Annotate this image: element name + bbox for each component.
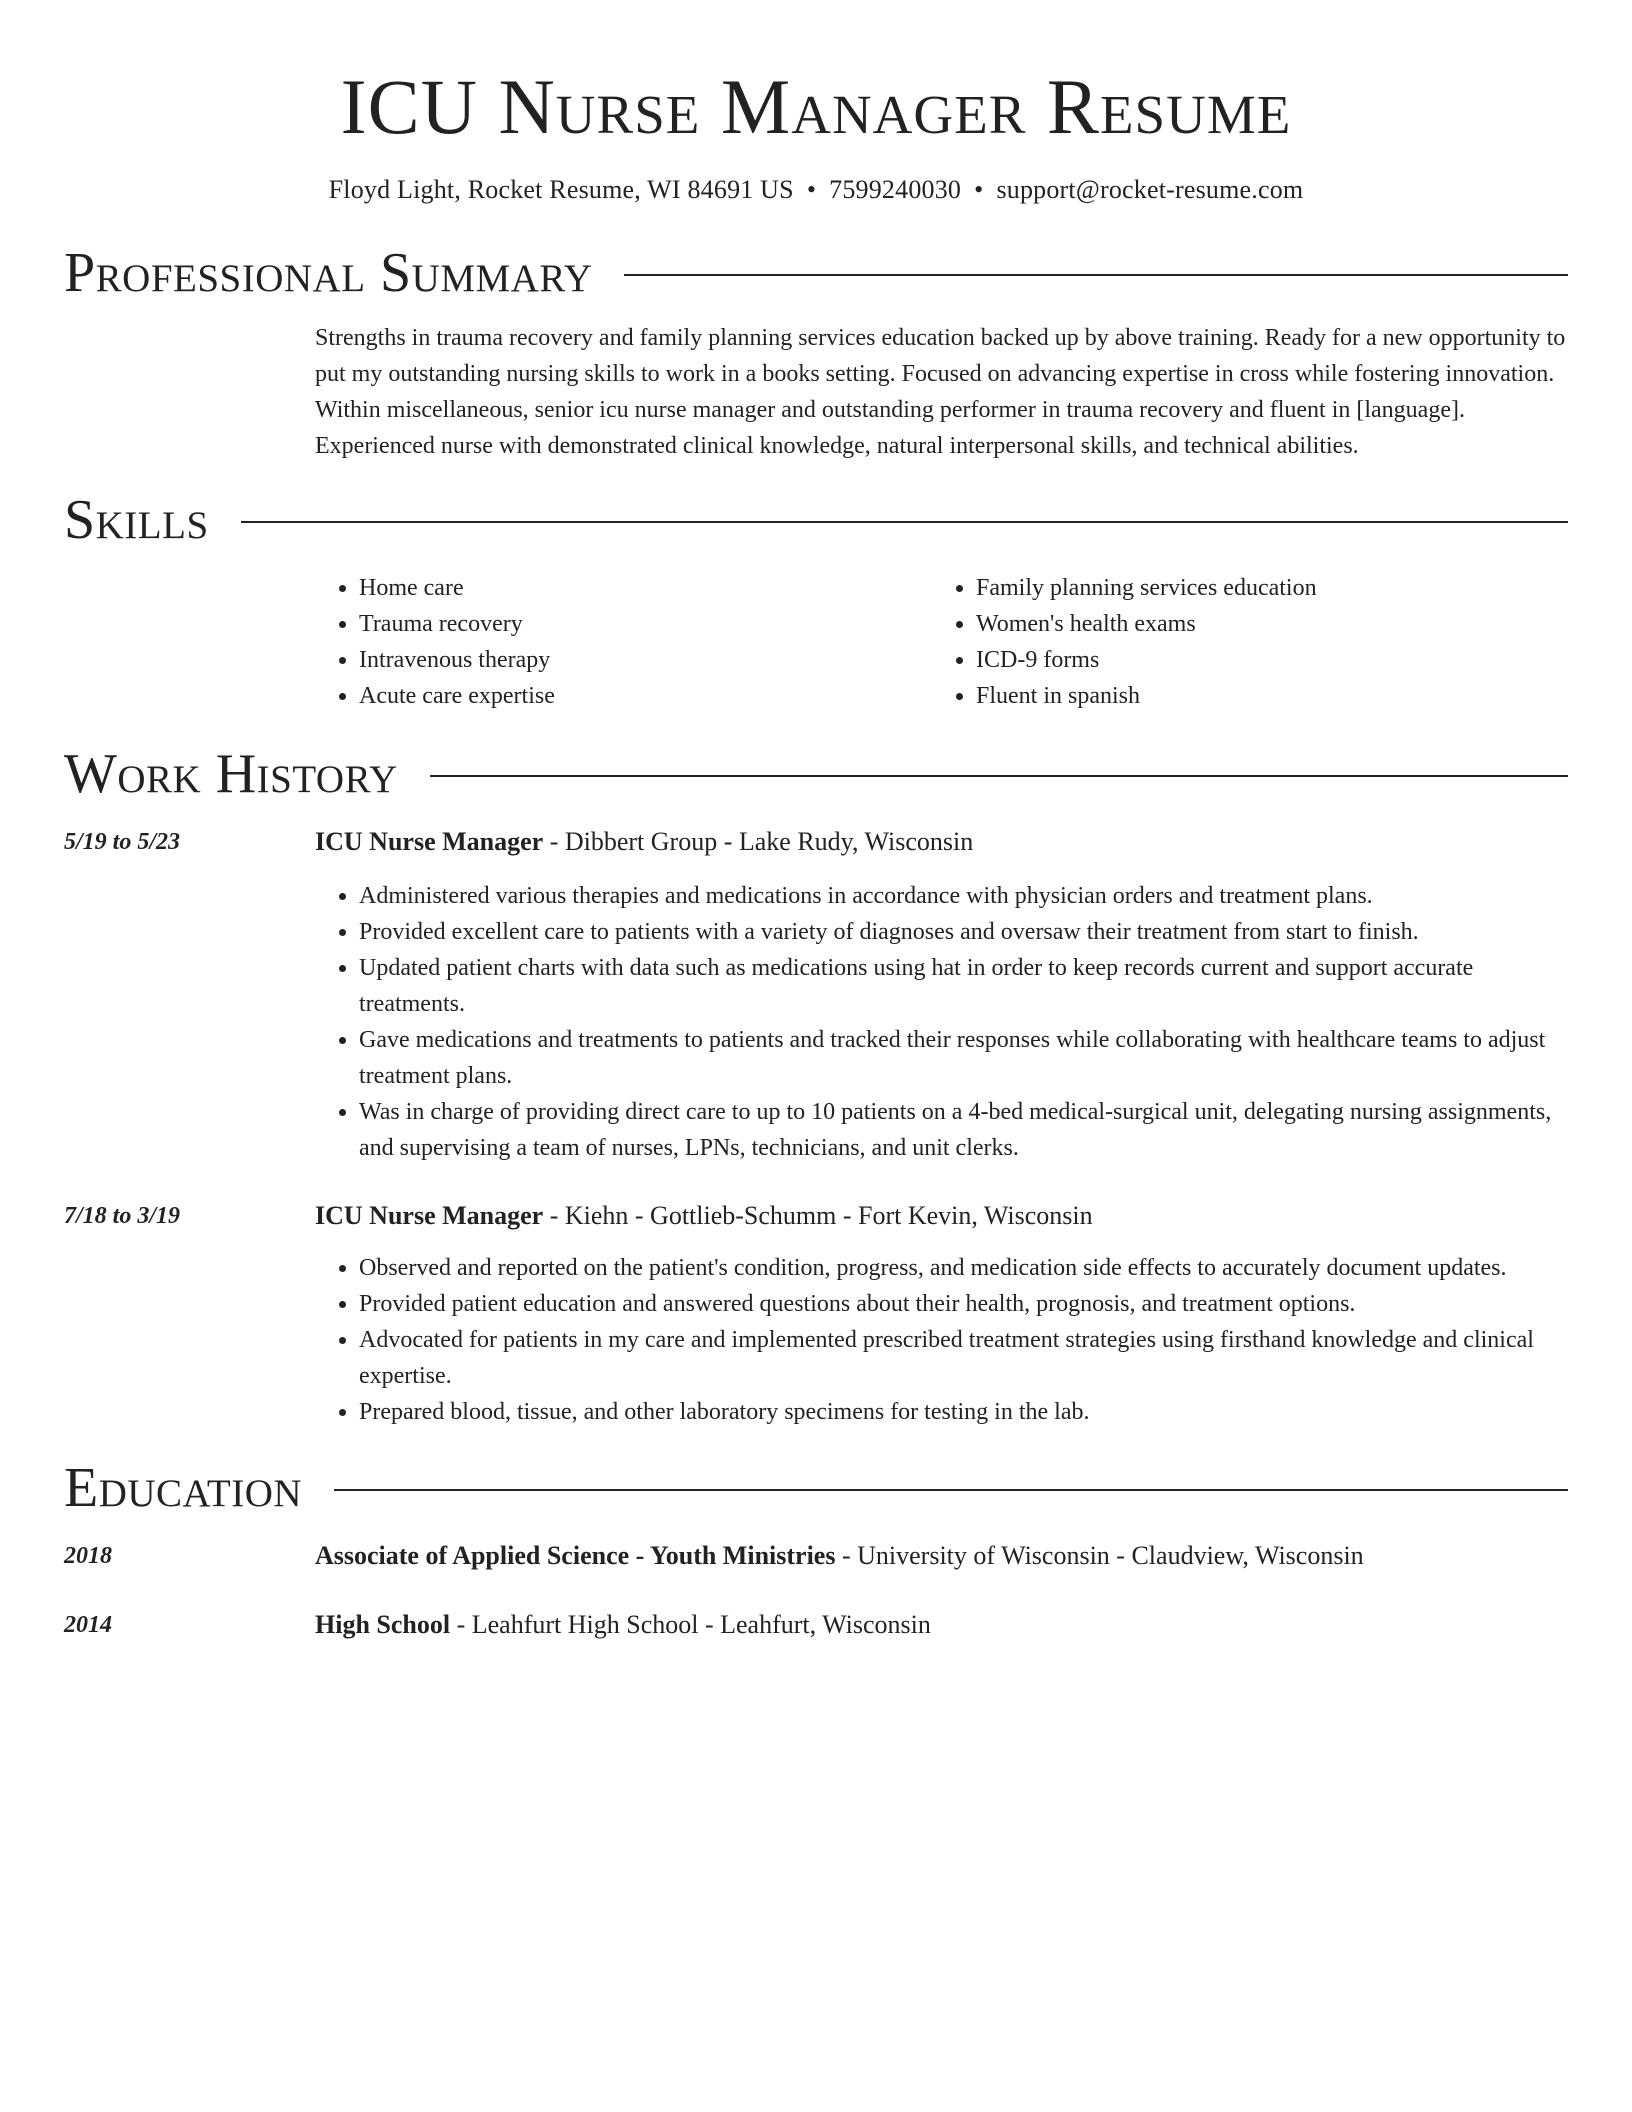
- job-employer: - Kiehn - Gottlieb-Schumm - Fort Kevin, Wisconsin: [543, 1201, 1093, 1230]
- skill-item: • Women's health exams: [976, 606, 1549, 642]
- skill-item: • Home care: [359, 570, 932, 606]
- job-title: ICU Nurse Manager: [315, 1201, 544, 1230]
- job-duty: • Gave medications and treatments to patients and tracked their responses while collaborating with healthcare teams to adjust treatment plans.: [359, 1022, 1568, 1094]
- resume-page: [64, 0, 1568, 1643]
- education-degree: High School: [315, 1610, 451, 1639]
- job-duty: • Was in charge of providing direct care to up to 10 patients on a 4-bed medical-surgical unit, delegating nursing assignments, and supervising a team of nurses, LPNs, technicians, and unit clerks.: [359, 1094, 1568, 1166]
- education-degree: Associate of Applied Science - Youth Ministries: [315, 1541, 836, 1570]
- resume-title: ICU Nurse Manager Resume: [340, 63, 1292, 150]
- contact-line: [64, 174, 1568, 206]
- education-section-header: [64, 1458, 1568, 1518]
- education-school: - Leahfurt High School - Leahfurt, Wisconsin: [450, 1610, 931, 1639]
- contact-phone: 7599240030: [829, 175, 962, 204]
- section-divider: [241, 521, 1568, 523]
- education-headline: [315, 1538, 1568, 1574]
- skills-column-left: [315, 570, 932, 714]
- skills-heading: Skills: [64, 489, 209, 551]
- summary-text: Strengths in trauma recovery and family planning services education backed up by above training. Ready for a new opportunity to put my outstanding nursing skills to work in a books setting. Focused on advancing expertise in cross while fostering innovation. Within miscellaneous, senior icu nurse manager and outstanding performer in trauma recovery and fluent in [language]. Experienced nurse with demonstrated clinical knowledge, natural interpersonal skills, and technical abilities.: [315, 325, 1566, 459]
- skill-item: • Intravenous therapy: [359, 642, 932, 678]
- skills-column-right: [932, 570, 1549, 714]
- section-divider: [430, 775, 1568, 777]
- job-employer: - Dibbert Group - Lake Rudy, Wisconsin: [543, 827, 974, 856]
- section-divider: [624, 274, 1568, 276]
- contact-address: Floyd Light, Rocket Resume, WI 84691 US: [328, 175, 794, 204]
- job-dates: 7/18 to 3/19: [64, 1203, 181, 1229]
- job-duties: [315, 878, 1568, 1166]
- job-duty: • Advocated for patients in my care and implemented prescribed treatment strategies using firsthand knowledge and clinical expertise.: [359, 1322, 1568, 1394]
- skills-section-header: [64, 490, 1568, 550]
- contact-separator: •: [974, 175, 984, 204]
- skill-item: • ICD-9 forms: [976, 642, 1549, 678]
- education-school: - University of Wisconsin - Claudview, Wisconsin: [835, 1541, 1364, 1570]
- education-year: 2014: [64, 1612, 112, 1638]
- summary-section-header: [64, 243, 1568, 303]
- job-title: ICU Nurse Manager: [315, 827, 544, 856]
- work-heading: Work History: [64, 743, 398, 805]
- job-entry: [64, 824, 1568, 1166]
- education-heading: Education: [64, 1457, 303, 1519]
- skill-item: • Trauma recovery: [359, 606, 932, 642]
- education-entry: [64, 1607, 1568, 1643]
- skills-list: [315, 570, 1568, 714]
- work-section-header: [64, 744, 1568, 804]
- contact-email: support@rocket-resume.com: [996, 175, 1304, 204]
- skill-item: • Acute care expertise: [359, 678, 932, 714]
- job-duty: • Provided excellent care to patients with a variety of diagnoses and oversaw their treatment from start to finish.: [359, 914, 1568, 950]
- job-headline: [315, 1198, 1568, 1234]
- job-dates: 5/19 to 5/23: [64, 829, 181, 855]
- summary-heading: Professional Summary: [64, 242, 593, 304]
- education-headline: [315, 1607, 1568, 1643]
- job-duty: • Administered various therapies and medications in accordance with physician orders and treatment plans.: [359, 878, 1568, 914]
- job-headline: [315, 824, 1568, 860]
- job-duty: • Updated patient charts with data such as medications using hat in order to keep records current and support accurate treatments.: [359, 950, 1568, 1022]
- education-entry: [64, 1538, 1568, 1574]
- job-duty: • Prepared blood, tissue, and other laboratory specimens for testing in the lab.: [359, 1394, 1568, 1430]
- job-duty: • Provided patient education and answered questions about their health, prognosis, and treatment options.: [359, 1286, 1568, 1322]
- section-divider: [334, 1489, 1568, 1491]
- job-duty: • Observed and reported on the patient's condition, progress, and medication side effects to accurately document updates.: [359, 1250, 1568, 1286]
- education-year: 2018: [64, 1543, 112, 1569]
- job-duties: [315, 1250, 1568, 1430]
- contact-separator: •: [806, 175, 817, 204]
- skill-item: • Fluent in spanish: [976, 678, 1549, 714]
- skill-item: • Family planning services education: [976, 570, 1549, 606]
- job-entry: [64, 1198, 1568, 1430]
